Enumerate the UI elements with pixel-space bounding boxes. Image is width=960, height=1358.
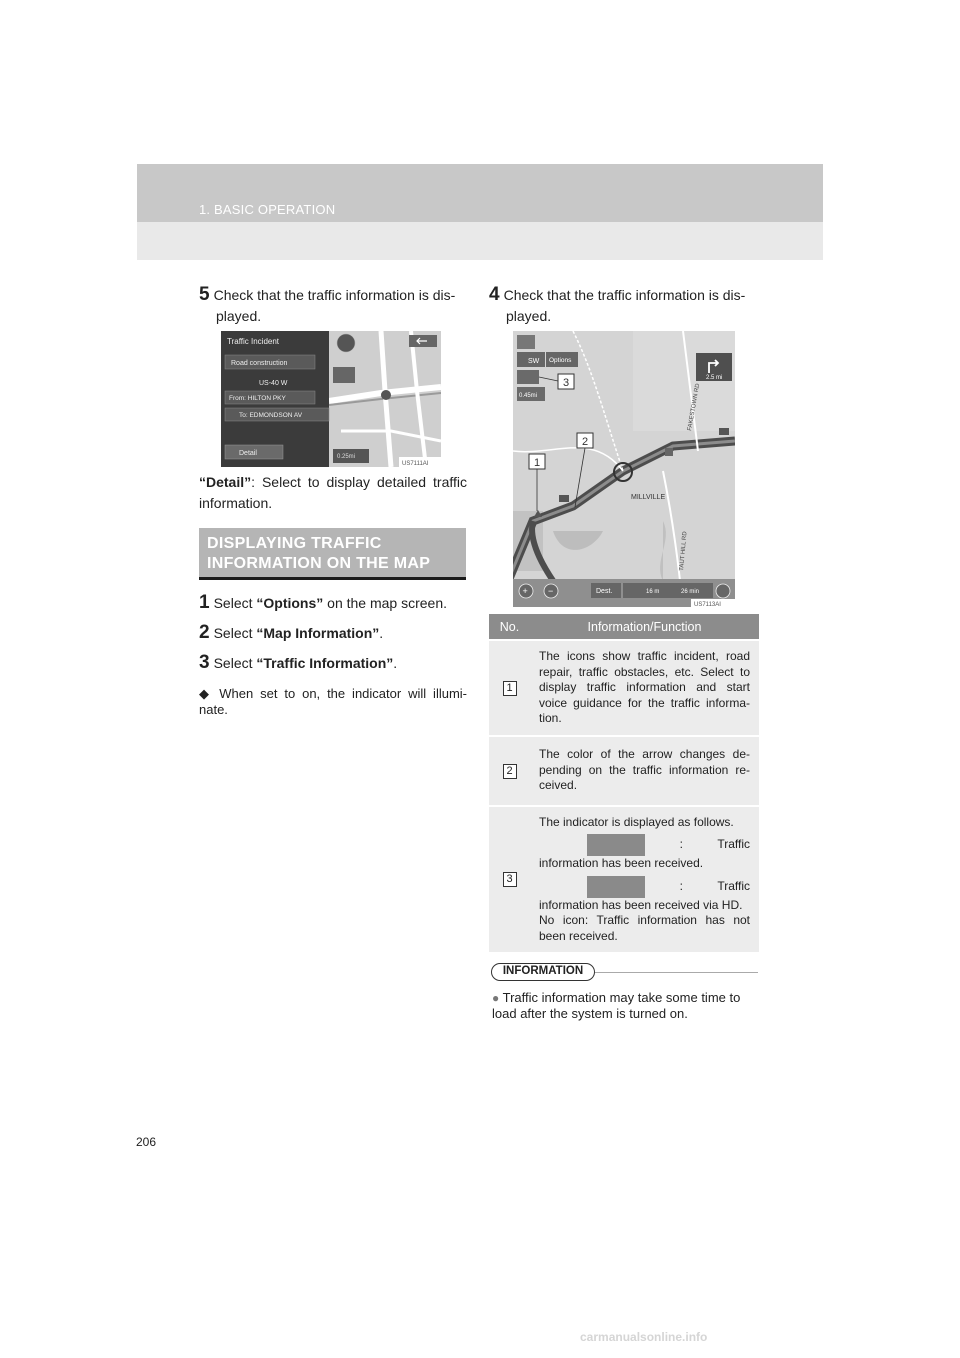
eta-distance: 16 m: [646, 589, 660, 595]
section-title: 1. BASIC OPERATION: [199, 202, 336, 217]
step3-note: [199, 686, 467, 718]
info-table: [489, 614, 759, 952]
screen1-code: US7111AI: [402, 461, 429, 467]
step-number: 5: [199, 284, 210, 305]
screen1-from: From: HILTON PKY: [229, 395, 286, 402]
detail-text: : Select to display detailed traffic information.: [199, 474, 467, 511]
eta-time: 26 min: [681, 589, 700, 595]
step-number: 3: [199, 652, 210, 673]
step-4: [489, 284, 759, 327]
watermark: carmanualsonline.info: [580, 1330, 708, 1344]
header-subband: [137, 222, 823, 260]
step-text: Check that the traffic information is dis-: [503, 287, 746, 303]
next-turn-distance: 2.5 mi: [706, 375, 723, 381]
step-bold: “Options”: [256, 595, 324, 611]
info-button[interactable]: [716, 584, 730, 598]
table-row: [489, 736, 759, 806]
indicator-intro: The indicator is displayed as follows.: [539, 814, 734, 829]
step-text: Select: [213, 595, 257, 611]
zoom-in-icon: +: [522, 586, 528, 596]
col-no-header: No.: [489, 614, 530, 640]
step-3: [199, 652, 467, 674]
screen1-incident: Road construction: [231, 360, 288, 367]
map-road-label-1: FAKESTOWN RD: [687, 383, 702, 432]
col-info-header: Information/Function: [530, 614, 759, 640]
traffic-hd-icon: [587, 876, 645, 898]
step-text: Select: [213, 625, 257, 641]
bullet-icon: ●: [492, 991, 500, 1005]
information-note: [492, 990, 758, 1022]
banner-line-1: DISPLAYING TRAFFIC: [207, 535, 382, 552]
step-text: Select: [213, 655, 257, 671]
map-screenshot: [513, 331, 735, 607]
traffic-incident-screenshot: [221, 331, 441, 467]
step-text: on the map screen.: [323, 595, 448, 611]
table-header: [489, 614, 759, 640]
options-label: Options: [549, 357, 572, 364]
info-marker-icon: [665, 448, 673, 456]
detail-term: “Detail”: [199, 474, 252, 490]
row-number: 2: [503, 764, 517, 779]
step-number: 1: [199, 592, 210, 613]
compass-icon: [337, 334, 355, 352]
screen1-route: US-40 W: [259, 380, 288, 387]
screen1-scale: 0.25mi: [337, 454, 356, 460]
dest-label: Dest.: [596, 588, 613, 595]
indicator-item-2: : Traffic information has been received via HD.: [539, 878, 750, 912]
page-number: 206: [136, 1135, 157, 1149]
callout-3-label: 3: [563, 377, 570, 389]
information-badge: INFORMATION: [491, 963, 595, 981]
bullet-icon: ◆: [199, 686, 213, 701]
step-1: [199, 592, 467, 614]
table-row: [489, 640, 759, 736]
map-road-label-2: TAUT HILL RD: [679, 531, 689, 572]
map-menu-button[interactable]: [517, 335, 535, 349]
row-number: 3: [503, 872, 517, 887]
map-distance-left: 0.45mi: [519, 393, 538, 399]
table-row: [489, 806, 759, 953]
step-text: Check that the traffic information is dis-: [213, 287, 456, 303]
zoom-out-icon: −: [548, 586, 554, 596]
step-bold: “Map Information”: [256, 625, 380, 641]
information-rule: [595, 972, 758, 973]
step-text-cont: played.: [506, 308, 552, 324]
route-info-bar[interactable]: [623, 583, 713, 598]
row-text: The icons show traffic incident, road repair, traffic obstacles, etc. Select to display traffic information and start voice guidance for the traffic informa- tion.: [530, 640, 759, 736]
row-text: The color of the arrow changes de- pending on the traffic information re- ceived.: [530, 736, 759, 806]
banner-line-2: INFORMATION ON THE MAP: [207, 555, 431, 572]
row-text: [530, 806, 759, 953]
step-text: .: [379, 625, 384, 641]
step3-note-text: When set to on, the indicator will illumi- nate.: [199, 686, 467, 717]
indicator-item-3: No icon: Traffic information has not been received.: [539, 913, 750, 943]
step-5: [199, 284, 467, 327]
section-banner: [199, 528, 466, 580]
traffic-indicator-icon: [517, 370, 539, 384]
map-place-label: MILLVILLE: [631, 494, 666, 501]
traffic-received-icon: [587, 834, 645, 856]
screen1-detail-label: Detail: [239, 450, 257, 457]
step-number: 4: [489, 284, 500, 305]
traffic-indicator-icon: [333, 367, 355, 383]
screen1-title: Traffic Incident: [227, 337, 280, 346]
step-number: 2: [199, 622, 210, 643]
row-number: 1: [503, 681, 517, 696]
step-text-cont: played.: [216, 308, 262, 324]
indicator-item-1: : Traffic information has been received.: [539, 837, 750, 870]
callout-1-label: 1: [534, 457, 541, 469]
step-bold: “Traffic Information”: [256, 655, 394, 671]
screen1-to: To: EDMONDSON AV: [239, 412, 303, 419]
information-text: Traffic information may take some time to load after the system is turned on.: [492, 990, 741, 1021]
screen2-code: US7113AI: [694, 602, 721, 607]
step-2: [199, 622, 467, 644]
detail-description: [199, 472, 467, 514]
heading-label: SW: [528, 358, 540, 365]
callout-2-label: 2: [582, 436, 589, 448]
step-text: .: [393, 655, 398, 671]
